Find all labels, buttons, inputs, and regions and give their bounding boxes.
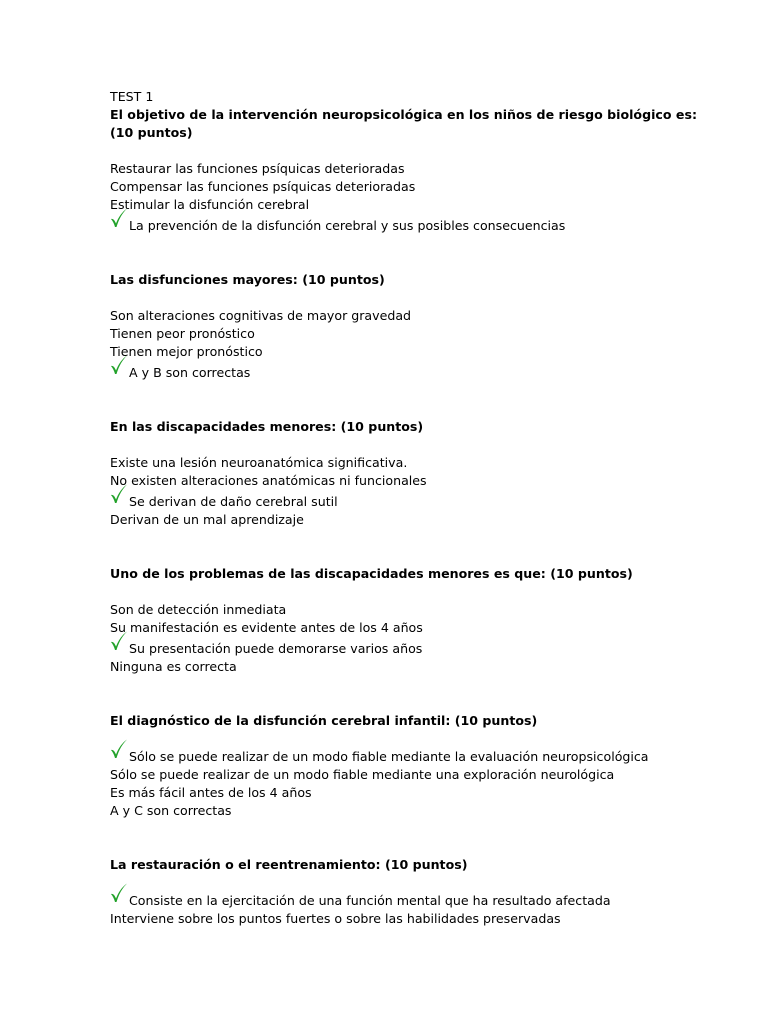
- question-section: [110, 565, 730, 676]
- answer-option-text: Su presentación puede demorarse varios años: [129, 641, 423, 656]
- question-text: Uno de los problemas de las discapacidades menores es que: (10 puntos): [110, 566, 633, 581]
- answer-option-text: Son de detección inmediata: [110, 602, 287, 617]
- question-list: [110, 106, 730, 928]
- checkmark-icon: [110, 208, 128, 228]
- question-text: El objetivo de la intervención neuropsicológica en los niños de riesgo biológico es: (10 puntos): [110, 107, 697, 140]
- answer-option: [110, 658, 730, 676]
- answer-option-text: Tienen mejor pronóstico: [110, 344, 263, 359]
- question-text: La restauración o el reentrenamiento: (10 puntos): [110, 857, 468, 872]
- answer-option-text: Su manifestación es evidente antes de los 4 años: [110, 620, 423, 635]
- question-text: El diagnóstico de la disfunción cerebral infantil: (10 puntos): [110, 713, 538, 728]
- answer-option-correct: [110, 748, 730, 766]
- test-title: TEST 1: [110, 89, 154, 104]
- answer-option-text: A y C son correctas: [110, 803, 232, 818]
- answer-option: [110, 307, 730, 325]
- question-section: [110, 271, 730, 382]
- checkmark-icon: [110, 355, 128, 375]
- answer-option-text: Estimular la disfunción cerebral: [110, 197, 310, 212]
- answer-option-text: Derivan de un mal aprendizaje: [110, 512, 304, 527]
- question-section: [110, 106, 730, 235]
- answer-option-text: Interviene sobre los puntos fuertes o sobre las habilidades preservadas: [110, 911, 561, 926]
- answer-option: [110, 511, 730, 529]
- question-section: [110, 712, 730, 820]
- answer-option-correct: [110, 640, 730, 658]
- question-section: [110, 418, 730, 529]
- answer-option-text: Existe una lesión neuroanatómica significativa.: [110, 455, 408, 470]
- question-text: Las disfunciones mayores: (10 puntos): [110, 272, 385, 287]
- answer-option-correct: [110, 892, 730, 910]
- answer-option-text: Tienen peor pronóstico: [110, 326, 255, 341]
- answer-option: [110, 766, 730, 784]
- answer-option-text: La prevención de la disfunción cerebral y sus posibles consecuencias: [129, 218, 566, 233]
- checkmark-icon: [110, 739, 128, 759]
- answer-option-correct: [110, 217, 730, 235]
- answer-option: [110, 343, 730, 361]
- answer-option-text: Sólo se puede realizar de un modo fiable mediante una exploración neurológica: [110, 767, 615, 782]
- answer-option-text: Consiste en la ejercitación de una función mental que ha resultado afectada: [129, 893, 611, 908]
- answer-option: [110, 178, 730, 196]
- answer-option: [110, 910, 730, 928]
- answer-option: [110, 160, 730, 178]
- answer-option: [110, 802, 730, 820]
- answer-option: [110, 325, 730, 343]
- answer-option-text: Sólo se puede realizar de un modo fiable mediante la evaluación neuropsicológica: [129, 749, 649, 764]
- answer-option: [110, 454, 730, 472]
- answer-option-text: Restaurar las funciones psíquicas deterioradas: [110, 161, 405, 176]
- answer-option: [110, 601, 730, 619]
- question-text: En las discapacidades menores: (10 puntos): [110, 419, 424, 434]
- answer-option-text: Se derivan de daño cerebral sutil: [129, 494, 338, 509]
- answer-option: [110, 196, 730, 214]
- answer-option-text: Compensar las funciones psíquicas deterioradas: [110, 179, 416, 194]
- answer-option: [110, 472, 730, 490]
- answer-option-text: Ninguna es correcta: [110, 659, 237, 674]
- answer-option-text: Son alteraciones cognitivas de mayor gravedad: [110, 308, 412, 323]
- checkmark-icon: [110, 484, 128, 504]
- answer-option-text: A y B son correctas: [129, 365, 251, 380]
- answer-option-text: No existen alteraciones anatómicas ni funcionales: [110, 473, 427, 488]
- checkmark-icon: [110, 631, 128, 651]
- question-section: [110, 856, 730, 928]
- answer-option: [110, 619, 730, 637]
- answer-option-correct: [110, 364, 730, 382]
- checkmark-icon: [110, 883, 128, 903]
- answer-option-correct: [110, 493, 730, 511]
- answer-option: [110, 784, 730, 802]
- answer-option-text: Es más fácil antes de los 4 años: [110, 785, 312, 800]
- test-content: [110, 88, 730, 964]
